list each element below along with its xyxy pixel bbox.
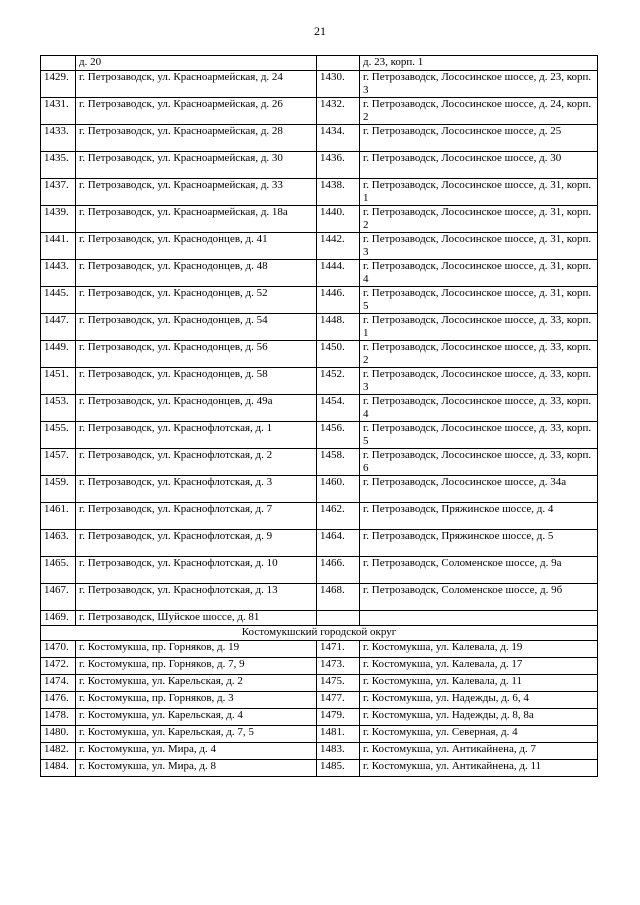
- table-row: [41, 56, 598, 71]
- item-address: д. 20: [76, 56, 317, 71]
- item-number: 1441.: [41, 233, 76, 260]
- item-number: 1485.: [317, 760, 360, 777]
- item-number: [41, 56, 76, 71]
- item-address: г. Петрозаводск, Лососинское шоссе, д. 33, корп. 5: [360, 422, 598, 449]
- item-number: 1468.: [317, 584, 360, 611]
- item-address: г. Петрозаводск, ул. Красноармейская, д. 24: [76, 71, 317, 98]
- item-address: г. Костомукша, ул. Калевала, д. 19: [360, 641, 598, 658]
- item-number: 1474.: [41, 675, 76, 692]
- section-title: Костомукшский городской округ: [41, 626, 598, 641]
- item-number: 1460.: [317, 476, 360, 503]
- item-number: 1462.: [317, 503, 360, 530]
- item-number: 1437.: [41, 179, 76, 206]
- item-address: г. Петрозаводск, ул. Красноармейская, д. 30: [76, 152, 317, 179]
- item-address: г. Петрозаводск, Лососинское шоссе, д. 33, корп. 1: [360, 314, 598, 341]
- address-table: [40, 55, 598, 777]
- item-number: [317, 56, 360, 71]
- item-address: г. Петрозаводск, ул. Краснодонцев, д. 56: [76, 341, 317, 368]
- item-number: 1451.: [41, 368, 76, 395]
- item-number: 1465.: [41, 557, 76, 584]
- item-number: 1482.: [41, 743, 76, 760]
- item-number: 1458.: [317, 449, 360, 476]
- item-number: 1442.: [317, 233, 360, 260]
- item-address: д. 23, корп. 1: [360, 56, 598, 71]
- item-address: г. Костомукша, ул. Антикайнена, д. 11: [360, 760, 598, 777]
- item-number: 1447.: [41, 314, 76, 341]
- item-address: г. Петрозаводск, ул. Краснофлотская, д. 3: [76, 476, 317, 503]
- item-address: г. Петрозаводск, Пряжинское шоссе, д. 5: [360, 530, 598, 557]
- item-number: 1457.: [41, 449, 76, 476]
- item-number: 1435.: [41, 152, 76, 179]
- item-number: 1438.: [317, 179, 360, 206]
- item-address: г. Петрозаводск, Лососинское шоссе, д. 30: [360, 152, 598, 179]
- item-address: г. Петрозаводск, Лососинское шоссе, д. 33, корп. 6: [360, 449, 598, 476]
- item-address: г. Костомукша, ул. Мира, д. 8: [76, 760, 317, 777]
- item-number: 1454.: [317, 395, 360, 422]
- item-address: г. Петрозаводск, ул. Краснофлотская, д. 10: [76, 557, 317, 584]
- item-address: г. Петрозаводск, Соломенское шоссе, д. 9а: [360, 557, 598, 584]
- item-number: 1466.: [317, 557, 360, 584]
- table-row: [41, 71, 598, 98]
- table-row: [41, 98, 598, 125]
- item-number: 1459.: [41, 476, 76, 503]
- item-address: г. Петрозаводск, ул. Красноармейская, д. 18а: [76, 206, 317, 233]
- table-row: [41, 743, 598, 760]
- item-number: 1431.: [41, 98, 76, 125]
- item-address: г. Петрозаводск, Пряжинское шоссе, д. 4: [360, 503, 598, 530]
- item-number: 1429.: [41, 71, 76, 98]
- table-row: [41, 476, 598, 503]
- item-address: г. Петрозаводск, ул. Краснодонцев, д. 58: [76, 368, 317, 395]
- item-number: 1430.: [317, 71, 360, 98]
- item-number: 1470.: [41, 641, 76, 658]
- item-number: 1480.: [41, 726, 76, 743]
- item-number: 1475.: [317, 675, 360, 692]
- item-number: 1440.: [317, 206, 360, 233]
- item-address: г. Петрозаводск, ул. Краснодонцев, д. 41: [76, 233, 317, 260]
- item-address: г. Петрозаводск, Шуйское шоссе, д. 81: [76, 611, 317, 626]
- item-number: 1461.: [41, 503, 76, 530]
- table-row: [41, 179, 598, 206]
- table-row: [41, 503, 598, 530]
- table-row: [41, 726, 598, 743]
- item-address: г. Петрозаводск, Лососинское шоссе, д. 31, корп. 5: [360, 287, 598, 314]
- item-number: [317, 611, 360, 626]
- table-row: [41, 314, 598, 341]
- item-number: 1481.: [317, 726, 360, 743]
- item-number: 1453.: [41, 395, 76, 422]
- table-row: [41, 395, 598, 422]
- item-number: 1439.: [41, 206, 76, 233]
- item-number: 1476.: [41, 692, 76, 709]
- item-number: 1477.: [317, 692, 360, 709]
- item-address: г. Петрозаводск, Лососинское шоссе, д. 25: [360, 125, 598, 152]
- item-number: 1444.: [317, 260, 360, 287]
- item-number: 1469.: [41, 611, 76, 626]
- table-row: [41, 658, 598, 675]
- item-address: г. Костомукша, ул. Надежды, д. 8, 8а: [360, 709, 598, 726]
- table-row: [41, 584, 598, 611]
- item-number: 1473.: [317, 658, 360, 675]
- item-address: г. Петрозаводск, ул. Краснодонцев, д. 48: [76, 260, 317, 287]
- item-number: 1449.: [41, 341, 76, 368]
- item-number: 1479.: [317, 709, 360, 726]
- item-address: г. Петрозаводск, Лососинское шоссе, д. 33, корп. 3: [360, 368, 598, 395]
- item-address: г. Костомукша, ул. Северная, д. 4: [360, 726, 598, 743]
- item-address: г. Петрозаводск, Лососинское шоссе, д. 34а: [360, 476, 598, 503]
- item-number: 1434.: [317, 125, 360, 152]
- item-address: г. Петрозаводск, ул. Краснофлотская, д. 9: [76, 530, 317, 557]
- item-number: 1471.: [317, 641, 360, 658]
- item-number: 1464.: [317, 530, 360, 557]
- item-address: г. Костомукша, ул. Антикайнена, д. 7: [360, 743, 598, 760]
- item-address: г. Петрозаводск, ул. Краснодонцев, д. 54: [76, 314, 317, 341]
- item-address: г. Петрозаводск, ул. Красноармейская, д. 33: [76, 179, 317, 206]
- table-row: [41, 692, 598, 709]
- item-address: г. Петрозаводск, ул. Краснодонцев, д. 49а: [76, 395, 317, 422]
- table-row: [41, 709, 598, 726]
- item-number: 1448.: [317, 314, 360, 341]
- item-address: г. Петрозаводск, Лососинское шоссе, д. 33, корп. 2: [360, 341, 598, 368]
- table-row: [41, 449, 598, 476]
- item-address: г. Костомукша, ул. Надежды, д. 6, 4: [360, 692, 598, 709]
- item-address: г. Петрозаводск, ул. Красноармейская, д. 26: [76, 98, 317, 125]
- table-row: [41, 125, 598, 152]
- table-row: [41, 760, 598, 777]
- item-address: г. Костомукша, ул. Мира, д. 4: [76, 743, 317, 760]
- table-row: [41, 206, 598, 233]
- item-number: 1443.: [41, 260, 76, 287]
- table-row: [41, 641, 598, 658]
- item-address: г. Петрозаводск, Лососинское шоссе, д. 31, корп. 2: [360, 206, 598, 233]
- item-number: 1455.: [41, 422, 76, 449]
- table-row: [41, 422, 598, 449]
- item-address: г. Петрозаводск, Лососинское шоссе, д. 33, корп. 4: [360, 395, 598, 422]
- item-number: 1463.: [41, 530, 76, 557]
- item-number: 1433.: [41, 125, 76, 152]
- item-number: 1478.: [41, 709, 76, 726]
- table-row: [41, 287, 598, 314]
- table-row: [41, 368, 598, 395]
- item-number: 1472.: [41, 658, 76, 675]
- item-address: г. Петрозаводск, ул. Краснофлотская, д. 13: [76, 584, 317, 611]
- item-address: г. Петрозаводск, Лососинское шоссе, д. 31, корп. 4: [360, 260, 598, 287]
- item-address: г. Петрозаводск, Лососинское шоссе, д. 31, корп. 1: [360, 179, 598, 206]
- table-row: [41, 611, 598, 626]
- item-address: г. Костомукша, ул. Калевала, д. 11: [360, 675, 598, 692]
- item-address: г. Костомукша, ул. Карельская, д. 2: [76, 675, 317, 692]
- table-row: [41, 233, 598, 260]
- item-number: 1456.: [317, 422, 360, 449]
- item-address: г. Костомукша, ул. Карельская, д. 4: [76, 709, 317, 726]
- section-header-row: [41, 626, 598, 641]
- item-number: 1432.: [317, 98, 360, 125]
- item-address: [360, 611, 598, 626]
- item-address: г. Петрозаводск, ул. Краснодонцев, д. 52: [76, 287, 317, 314]
- item-address: г. Петрозаводск, ул. Краснофлотская, д. 7: [76, 503, 317, 530]
- table-row: [41, 675, 598, 692]
- item-number: 1483.: [317, 743, 360, 760]
- item-address: г. Петрозаводск, Соломенское шоссе, д. 9б: [360, 584, 598, 611]
- item-address: г. Костомукша, пр. Горняков, д. 3: [76, 692, 317, 709]
- item-address: г. Костомукша, пр. Горняков, д. 19: [76, 641, 317, 658]
- item-address: г. Петрозаводск, Лососинское шоссе, д. 31, корп. 3: [360, 233, 598, 260]
- item-number: 1467.: [41, 584, 76, 611]
- page-number: 21: [314, 24, 326, 38]
- table-row: [41, 341, 598, 368]
- item-number: 1450.: [317, 341, 360, 368]
- item-address: г. Костомукша, пр. Горняков, д. 7, 9: [76, 658, 317, 675]
- item-address: г. Петрозаводск, Лососинское шоссе, д. 23, корп. 3: [360, 71, 598, 98]
- table-row: [41, 260, 598, 287]
- item-address: г. Костомукша, ул. Карельская, д. 7, 5: [76, 726, 317, 743]
- item-address: г. Петрозаводск, ул. Краснофлотская, д. 2: [76, 449, 317, 476]
- table-row: [41, 557, 598, 584]
- item-number: 1452.: [317, 368, 360, 395]
- item-address: г. Петрозаводск, Лососинское шоссе, д. 24, корп. 2: [360, 98, 598, 125]
- table-row: [41, 152, 598, 179]
- item-address: г. Петрозаводск, ул. Красноармейская, д. 28: [76, 125, 317, 152]
- item-number: 1445.: [41, 287, 76, 314]
- item-number: 1484.: [41, 760, 76, 777]
- item-number: 1446.: [317, 287, 360, 314]
- table-row: [41, 530, 598, 557]
- item-address: г. Петрозаводск, ул. Краснофлотская, д. 1: [76, 422, 317, 449]
- item-number: 1436.: [317, 152, 360, 179]
- item-address: г. Костомукша, ул. Калевала, д. 17: [360, 658, 598, 675]
